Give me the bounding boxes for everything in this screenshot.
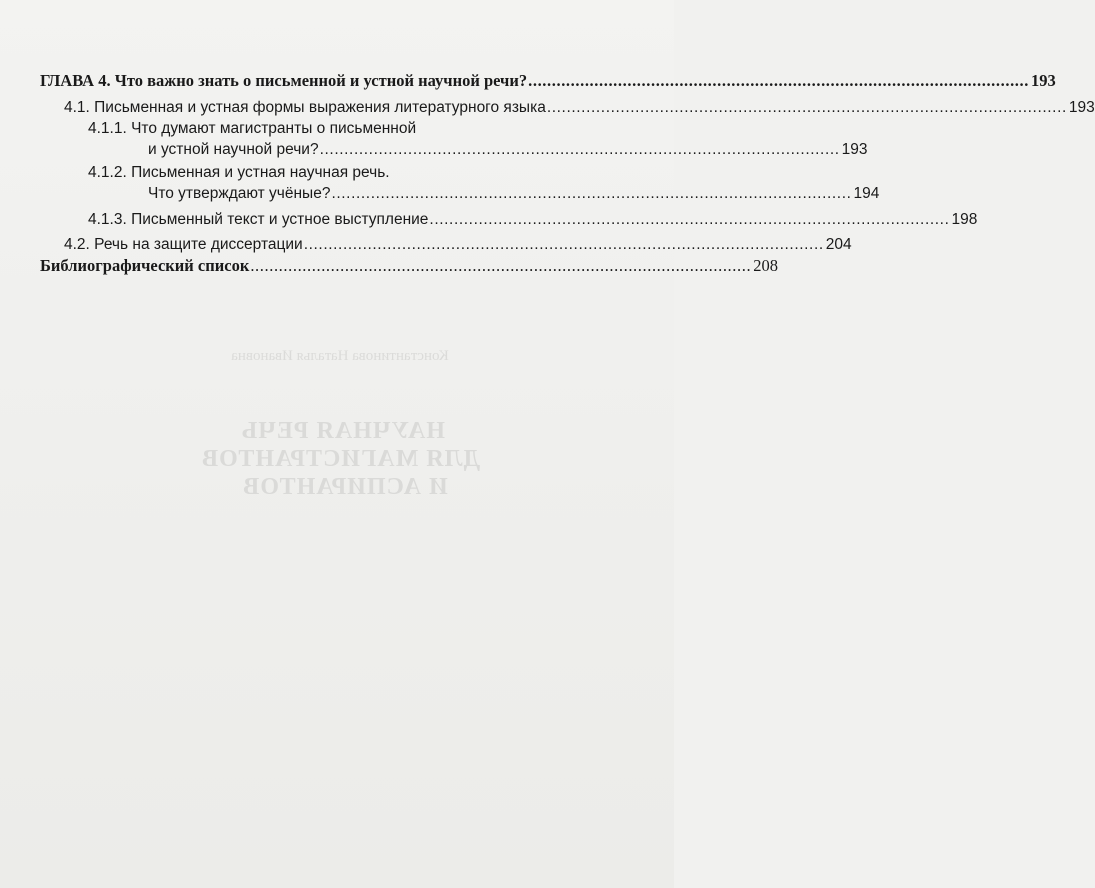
toc-entry-label: 4.2. Речь на защите диссертации [64, 236, 303, 253]
toc-page-number: 208 [753, 256, 778, 275]
toc-entry-label: Что утверждают учёные? [148, 185, 331, 202]
toc-entry-bibliography[interactable] [40, 255, 778, 277]
toc-page-number: 204 [825, 236, 852, 253]
toc-entry-4-1-3[interactable] [88, 209, 978, 231]
toc-page-number: 193 [1030, 71, 1056, 90]
bleed-through-author: Константинова Наталья Ивановна [231, 348, 449, 364]
toc-entry-chapter-4[interactable] [40, 70, 1056, 92]
toc-entry-4-1[interactable] [64, 97, 1095, 119]
dot-leader: .......................................................................................................... [528, 71, 1029, 90]
bleed-through-title-3: И АСПИРАНТОВ [242, 474, 448, 500]
toc-page-number: 194 [853, 185, 880, 202]
toc-entry-4-1-2[interactable] [148, 183, 880, 205]
toc-entry-4-1-1-line-1[interactable]: 4.1.1. Что думают магистранты о письменной [88, 120, 417, 137]
toc-entry-label: ГЛАВА 4. Что важно знать о письменной и устной научной речи? [40, 71, 528, 90]
dot-leader: .......................................................................................................... [429, 211, 950, 228]
toc-entry-4-1-1[interactable] [148, 139, 868, 161]
bleed-through-title-2: ДЛЯ МАГИСТРАНТОВ [201, 446, 480, 472]
toc-page-number: 198 [951, 211, 978, 228]
dot-leader: .......................................................................................................... [546, 99, 1067, 116]
toc-entry-label: 4.1.3. Письменный текст и устное выступление [88, 211, 429, 228]
toc-entry-label: 4.1. Письменная и устная формы выражения литературного языка [64, 99, 546, 116]
toc-entry-label: и устной научной речи? [148, 141, 319, 158]
dot-leader: .......................................................................................................... [319, 141, 840, 158]
toc-entry-4-2[interactable] [64, 234, 852, 256]
toc-entry-label: Библиографический список [40, 256, 250, 275]
dot-leader: .......................................................................................................... [331, 185, 852, 202]
toc-page-number: 193 [1068, 99, 1095, 116]
dot-leader: .......................................................................................................... [250, 256, 752, 275]
toc-entry-4-1-2-line-1[interactable]: 4.1.2. Письменная и устная научная речь. [88, 164, 390, 181]
toc-page-number: 193 [841, 141, 868, 158]
dot-leader: .......................................................................................................... [303, 236, 824, 253]
bleed-through-title-1: НАУЧНАЯ РЕЧЬ [240, 418, 445, 444]
